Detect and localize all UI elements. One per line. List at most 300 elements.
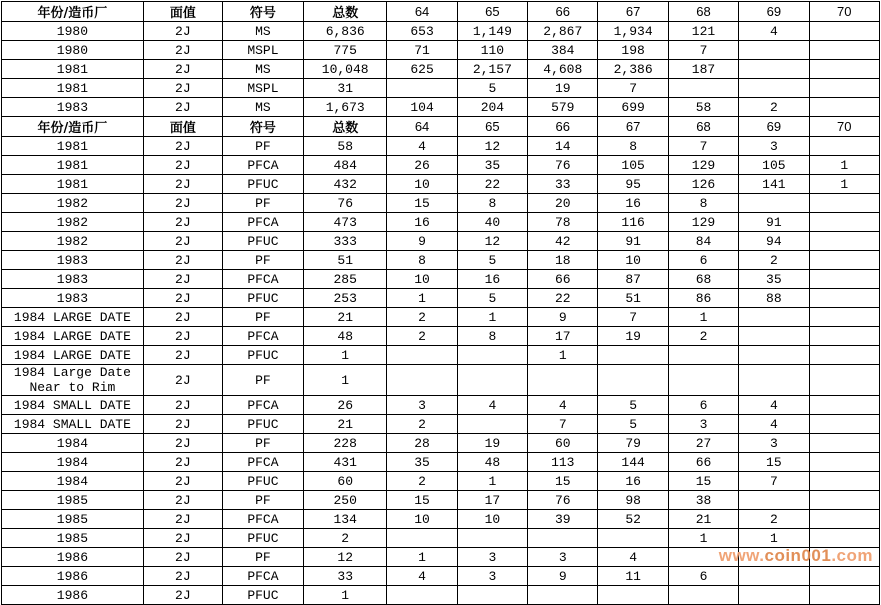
table-cell: PFUC — [222, 289, 303, 308]
table-cell — [668, 365, 738, 396]
table-row — [2, 415, 880, 434]
table-cell: 1984 — [2, 434, 144, 453]
table-cell: 2J — [143, 529, 222, 548]
table-row — [2, 308, 880, 327]
table-cell: 1984 Large Date Near to Rim — [2, 365, 144, 396]
column-header-10: 70 — [809, 117, 879, 137]
table-cell: 51 — [598, 289, 668, 308]
column-header-5: 65 — [457, 2, 527, 22]
column-header-8: 68 — [668, 2, 738, 22]
table-cell: 104 — [387, 98, 457, 117]
table-row — [2, 472, 880, 491]
table-cell: 17 — [528, 327, 598, 346]
column-header-6: 66 — [528, 117, 598, 137]
table-cell: PFCA — [222, 270, 303, 289]
table-cell: 20 — [528, 194, 598, 213]
table-cell: 1982 — [2, 213, 144, 232]
table-cell: 1,673 — [304, 98, 387, 117]
table-cell — [668, 548, 738, 567]
table-row — [2, 213, 880, 232]
table-cell: 4 — [387, 567, 457, 586]
table-cell — [457, 586, 527, 605]
table-cell: 4 — [457, 396, 527, 415]
table-cell — [598, 365, 668, 396]
table-cell: 2J — [143, 22, 222, 41]
table-row — [2, 175, 880, 194]
table-cell: 1984 SMALL DATE — [2, 415, 144, 434]
table-cell: 68 — [668, 270, 738, 289]
table-cell: 12 — [457, 232, 527, 251]
table-cell: 2J — [143, 137, 222, 156]
table-cell — [598, 346, 668, 365]
table-row — [2, 41, 880, 60]
table-cell: 2J — [143, 213, 222, 232]
table-row — [2, 22, 880, 41]
column-header-1: 面值 — [143, 2, 222, 22]
table-cell: 51 — [304, 251, 387, 270]
table-cell: 66 — [528, 270, 598, 289]
table-row — [2, 289, 880, 308]
table-cell: 7 — [598, 79, 668, 98]
table-cell — [809, 472, 879, 491]
table-cell: 2J — [143, 586, 222, 605]
table-cell: 22 — [457, 175, 527, 194]
table-cell: 2J — [143, 41, 222, 60]
table-cell: 1984 — [2, 453, 144, 472]
table-cell — [809, 586, 879, 605]
table-cell: 1981 — [2, 175, 144, 194]
table-cell: 1983 — [2, 270, 144, 289]
table-cell: 87 — [598, 270, 668, 289]
table-cell: 60 — [304, 472, 387, 491]
table-body — [2, 2, 880, 605]
table-cell: PFUC — [222, 232, 303, 251]
table-row — [2, 510, 880, 529]
column-header-1: 面值 — [143, 117, 222, 137]
table-cell: 110 — [457, 41, 527, 60]
table-cell — [809, 396, 879, 415]
table-row — [2, 453, 880, 472]
table-cell: PF — [222, 251, 303, 270]
table-cell: PFUC — [222, 346, 303, 365]
table-cell: 2 — [304, 529, 387, 548]
table-row — [2, 327, 880, 346]
table-cell: 250 — [304, 491, 387, 510]
watermark-prefix: www. — [718, 546, 765, 565]
table-cell: 17 — [457, 491, 527, 510]
table-cell: 91 — [598, 232, 668, 251]
column-header-9: 69 — [739, 117, 809, 137]
table-cell: 9 — [387, 232, 457, 251]
table-cell: 21 — [304, 308, 387, 327]
table-cell: 2J — [143, 434, 222, 453]
table-cell — [739, 308, 809, 327]
table-cell: 19 — [457, 434, 527, 453]
table-cell: 76 — [528, 156, 598, 175]
table-cell — [809, 137, 879, 156]
table-cell — [809, 232, 879, 251]
table-cell: 113 — [528, 453, 598, 472]
table-cell: 66 — [668, 453, 738, 472]
table-cell — [387, 346, 457, 365]
table-cell: 1 — [387, 289, 457, 308]
table-cell: MSPL — [222, 41, 303, 60]
table-cell: MSPL — [222, 79, 303, 98]
table-cell — [387, 365, 457, 396]
table-cell: 198 — [598, 41, 668, 60]
table-cell — [809, 270, 879, 289]
table-cell: 12 — [304, 548, 387, 567]
table-cell — [457, 365, 527, 396]
column-header-0: 年份/造币厂 — [2, 2, 144, 22]
table-cell: 16 — [598, 194, 668, 213]
table-cell: 579 — [528, 98, 598, 117]
table-cell — [809, 251, 879, 270]
table-cell: 2J — [143, 194, 222, 213]
table-cell: 4,608 — [528, 60, 598, 79]
table-cell: PFCA — [222, 156, 303, 175]
table-cell: 21 — [668, 510, 738, 529]
table-cell: 19 — [598, 327, 668, 346]
table-cell: 11 — [598, 567, 668, 586]
table-cell: 228 — [304, 434, 387, 453]
table-cell: 27 — [668, 434, 738, 453]
table-cell: PFCA — [222, 327, 303, 346]
table-cell: 1981 — [2, 60, 144, 79]
table-cell: 88 — [739, 289, 809, 308]
table-cell: 15 — [739, 453, 809, 472]
table-cell — [809, 289, 879, 308]
table-cell: 5 — [598, 396, 668, 415]
table-cell: 653 — [387, 22, 457, 41]
table-row — [2, 346, 880, 365]
table-cell: 10 — [387, 175, 457, 194]
table-cell: 35 — [387, 453, 457, 472]
column-header-3: 总数 — [304, 2, 387, 22]
table-cell: 134 — [304, 510, 387, 529]
table-cell: 5 — [457, 79, 527, 98]
table-cell: PF — [222, 194, 303, 213]
table-cell: 2 — [739, 251, 809, 270]
table-cell: 2J — [143, 327, 222, 346]
table-cell: 42 — [528, 232, 598, 251]
table-row — [2, 98, 880, 117]
table-cell — [739, 41, 809, 60]
table-cell — [387, 529, 457, 548]
table-cell: 699 — [598, 98, 668, 117]
table-cell: 1982 — [2, 194, 144, 213]
table-cell: 91 — [739, 213, 809, 232]
table-cell: 35 — [457, 156, 527, 175]
table-cell: 7 — [528, 415, 598, 434]
table-cell: 86 — [668, 289, 738, 308]
table-cell: 204 — [457, 98, 527, 117]
table-cell: 1984 LARGE DATE — [2, 346, 144, 365]
table-cell: 10 — [598, 251, 668, 270]
column-header-4: 64 — [387, 117, 457, 137]
table-cell: 94 — [739, 232, 809, 251]
table-cell: 384 — [528, 41, 598, 60]
table-cell: 3 — [528, 548, 598, 567]
table-cell: 2J — [143, 175, 222, 194]
table-row — [2, 194, 880, 213]
table-cell: PFUC — [222, 529, 303, 548]
table-cell: 84 — [668, 232, 738, 251]
table-cell: 1986 — [2, 548, 144, 567]
table-cell: 4 — [528, 396, 598, 415]
table-cell — [739, 327, 809, 346]
table-cell: 5 — [598, 415, 668, 434]
table-cell: 116 — [598, 213, 668, 232]
table-cell: 1,934 — [598, 22, 668, 41]
table-cell: 9 — [528, 308, 598, 327]
table-cell: MS — [222, 22, 303, 41]
table-cell: 15 — [528, 472, 598, 491]
table-cell — [809, 194, 879, 213]
table-cell: 2J — [143, 156, 222, 175]
table-cell: 2J — [143, 510, 222, 529]
table-cell: 8 — [457, 327, 527, 346]
table-cell: 3 — [457, 548, 527, 567]
table-cell: 1985 — [2, 491, 144, 510]
table-cell: 5 — [457, 289, 527, 308]
table-cell: 2J — [143, 396, 222, 415]
table-cell: 16 — [457, 270, 527, 289]
table-cell: 7 — [598, 308, 668, 327]
watermark-main: coin001 — [764, 546, 832, 565]
table-cell: MS — [222, 60, 303, 79]
table-cell: 79 — [598, 434, 668, 453]
table-cell: 2J — [143, 289, 222, 308]
table-cell: 1 — [739, 529, 809, 548]
table-cell: 1 — [809, 156, 879, 175]
column-header-6: 66 — [528, 2, 598, 22]
table-row — [2, 529, 880, 548]
table-cell — [809, 548, 879, 567]
table-cell: 33 — [304, 567, 387, 586]
table-cell: 1 — [304, 586, 387, 605]
table-cell: 58 — [304, 137, 387, 156]
table-cell: 105 — [739, 156, 809, 175]
table-cell — [739, 548, 809, 567]
table-cell: 1 — [387, 548, 457, 567]
column-header-7: 67 — [598, 2, 668, 22]
table-cell: 473 — [304, 213, 387, 232]
table-cell: 52 — [598, 510, 668, 529]
table-cell: 28 — [387, 434, 457, 453]
table-cell: 1980 — [2, 22, 144, 41]
table-cell: 22 — [528, 289, 598, 308]
table-cell: 2J — [143, 365, 222, 396]
table-cell: PF — [222, 434, 303, 453]
column-header-2: 符号 — [222, 2, 303, 22]
table-cell: 8 — [387, 251, 457, 270]
table-cell: 10 — [387, 510, 457, 529]
table-cell: 4 — [387, 137, 457, 156]
table-cell — [528, 365, 598, 396]
table-cell: 484 — [304, 156, 387, 175]
table-cell: 9 — [528, 567, 598, 586]
table-row — [2, 60, 880, 79]
table-cell: 1983 — [2, 289, 144, 308]
table-row — [2, 586, 880, 605]
table-cell: 432 — [304, 175, 387, 194]
table-cell: 144 — [598, 453, 668, 472]
table-cell: 2J — [143, 308, 222, 327]
table-cell — [809, 365, 879, 396]
table-cell: 48 — [457, 453, 527, 472]
column-header-5: 65 — [457, 117, 527, 137]
table-cell: PFCA — [222, 453, 303, 472]
table-cell: 126 — [668, 175, 738, 194]
table-cell: PFUC — [222, 415, 303, 434]
table-cell: PF — [222, 491, 303, 510]
table-cell: 2 — [387, 415, 457, 434]
table-row — [2, 79, 880, 98]
table-cell: 285 — [304, 270, 387, 289]
table-cell — [809, 79, 879, 98]
table-row — [2, 232, 880, 251]
table-cell — [809, 60, 879, 79]
table-row — [2, 491, 880, 510]
table-cell: PF — [222, 308, 303, 327]
table-cell: 38 — [668, 491, 738, 510]
table-cell: 1 — [668, 529, 738, 548]
table-cell: 3 — [457, 567, 527, 586]
table-cell — [457, 529, 527, 548]
table-cell: PF — [222, 365, 303, 396]
table-cell: 7 — [668, 137, 738, 156]
column-header-3: 总数 — [304, 117, 387, 137]
table-cell: MS — [222, 98, 303, 117]
table-cell: 60 — [528, 434, 598, 453]
table-cell: 2J — [143, 472, 222, 491]
table-cell: 1986 — [2, 567, 144, 586]
table-cell: 129 — [668, 213, 738, 232]
column-header-7: 67 — [598, 117, 668, 137]
table-row — [2, 137, 880, 156]
table-cell — [809, 415, 879, 434]
table-cell: 1 — [304, 365, 387, 396]
watermark-suffix: .com — [831, 546, 873, 565]
column-header-4: 64 — [387, 2, 457, 22]
table-cell: 8 — [457, 194, 527, 213]
table-row — [2, 396, 880, 415]
table-cell: 1983 — [2, 98, 144, 117]
table-cell — [387, 79, 457, 98]
table-cell — [809, 346, 879, 365]
table-cell: 1984 LARGE DATE — [2, 327, 144, 346]
table-cell — [739, 60, 809, 79]
table-cell: 1 — [668, 308, 738, 327]
table-cell — [668, 346, 738, 365]
table-cell: 21 — [304, 415, 387, 434]
table-cell: 2J — [143, 491, 222, 510]
table-cell: 7 — [668, 41, 738, 60]
table-row — [2, 365, 880, 396]
table-cell: 2J — [143, 60, 222, 79]
table-cell: 187 — [668, 60, 738, 79]
table-cell — [809, 529, 879, 548]
table-cell — [809, 510, 879, 529]
table-cell: 71 — [387, 41, 457, 60]
table-cell: 10 — [457, 510, 527, 529]
table-cell: 6 — [668, 251, 738, 270]
table-cell — [739, 79, 809, 98]
table-cell: 35 — [739, 270, 809, 289]
table-cell — [809, 327, 879, 346]
table-cell: 1983 — [2, 251, 144, 270]
table-cell: 2 — [387, 308, 457, 327]
table-cell: 15 — [387, 491, 457, 510]
table-cell: 4 — [739, 22, 809, 41]
table-cell: 98 — [598, 491, 668, 510]
coin-population-table — [1, 1, 880, 605]
table-cell: 16 — [387, 213, 457, 232]
table-cell — [457, 415, 527, 434]
table-cell — [598, 586, 668, 605]
table-row — [2, 548, 880, 567]
table-cell: 1 — [528, 346, 598, 365]
table-cell: 5 — [457, 251, 527, 270]
table-cell: 12 — [457, 137, 527, 156]
table-cell: PFUC — [222, 586, 303, 605]
table-cell — [739, 491, 809, 510]
table-cell: PFCA — [222, 213, 303, 232]
table-cell: 3 — [739, 137, 809, 156]
table-cell: PFCA — [222, 510, 303, 529]
table-cell: 2J — [143, 453, 222, 472]
table-cell — [739, 346, 809, 365]
table-cell: 1980 — [2, 41, 144, 60]
table-cell — [809, 434, 879, 453]
table-cell: 10,048 — [304, 60, 387, 79]
table-cell: PF — [222, 137, 303, 156]
table-cell: 18 — [528, 251, 598, 270]
table-cell: 3 — [668, 415, 738, 434]
table-cell: 1981 — [2, 156, 144, 175]
table-row — [2, 251, 880, 270]
table-cell: 1 — [457, 472, 527, 491]
column-header-8: 68 — [668, 117, 738, 137]
table-cell — [668, 79, 738, 98]
table-cell — [387, 586, 457, 605]
table-cell: 1 — [304, 346, 387, 365]
table-cell: 76 — [528, 491, 598, 510]
table-cell — [809, 98, 879, 117]
table-cell: 431 — [304, 453, 387, 472]
table-row — [2, 156, 880, 175]
table-cell — [668, 586, 738, 605]
table-cell — [809, 308, 879, 327]
column-header-0: 年份/造币厂 — [2, 117, 144, 137]
table-cell — [809, 41, 879, 60]
table-cell: 1 — [809, 175, 879, 194]
table-cell: 95 — [598, 175, 668, 194]
table-cell: PF — [222, 548, 303, 567]
table-cell: 1981 — [2, 137, 144, 156]
table-cell: 2,867 — [528, 22, 598, 41]
table-cell: 26 — [387, 156, 457, 175]
table-cell: 4 — [739, 415, 809, 434]
table-header-row — [2, 2, 880, 22]
table-cell: 625 — [387, 60, 457, 79]
table-cell: 2J — [143, 232, 222, 251]
table-cell: 6 — [668, 567, 738, 586]
table-cell: 19 — [528, 79, 598, 98]
table-cell: 58 — [668, 98, 738, 117]
column-header-9: 69 — [739, 2, 809, 22]
